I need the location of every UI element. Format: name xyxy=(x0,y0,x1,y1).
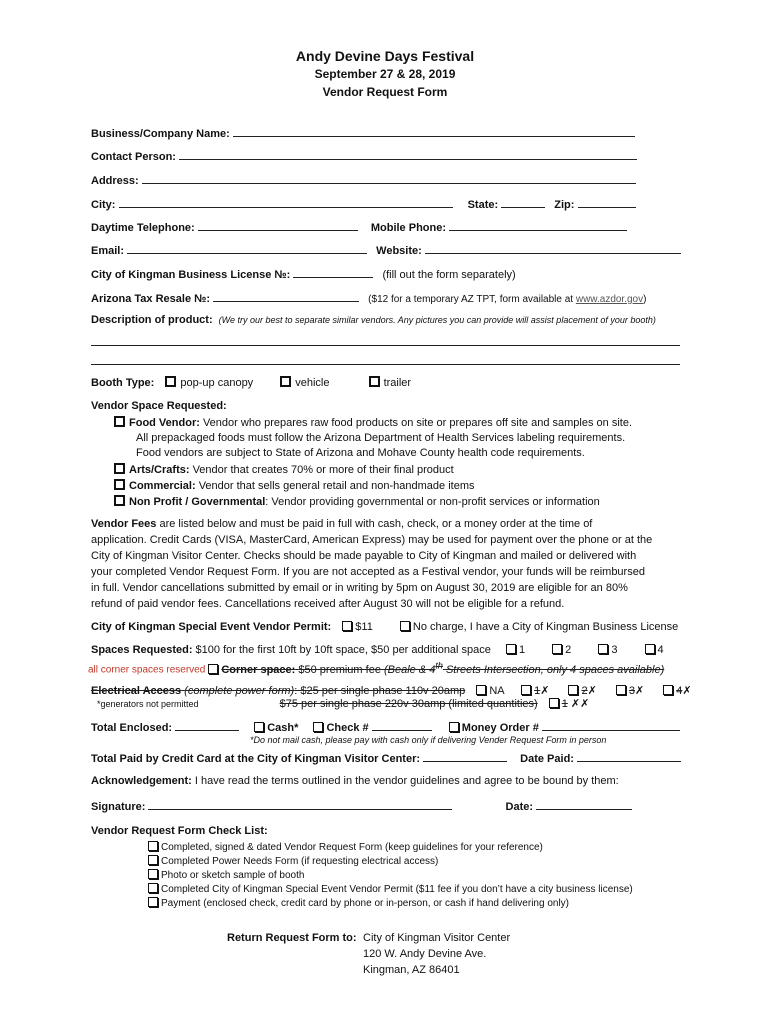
zip-label: Zip: xyxy=(554,199,575,211)
fees-line-6: refund of paid vendor fees. Cancellations received after August 30 will not be eligible for a refund. xyxy=(91,598,565,610)
description-line-1[interactable] xyxy=(91,345,680,346)
booth-option-trailer[interactable]: trailer xyxy=(369,377,412,389)
fees-line-5: in full. Vendor cancellations submitted by email or in writing by 5pm on August 30, 2019 are eligible for an 80% xyxy=(91,582,628,594)
electrical-option-na[interactable]: NA xyxy=(476,685,504,697)
cross-mark-icon: ✗ xyxy=(570,698,581,710)
check-option[interactable]: Check # xyxy=(313,722,368,734)
business-license-label: City of Kingman Business License №: xyxy=(91,269,291,281)
checkbox-icon[interactable] xyxy=(148,855,158,865)
tax-resale-field[interactable] xyxy=(213,290,359,302)
electrical-option-2[interactable]: 2✗ xyxy=(568,685,596,697)
money-order-field[interactable] xyxy=(542,719,680,731)
signature-date-field[interactable] xyxy=(536,798,632,810)
fees-line-4: your completed Vendor Request Form. If you are not accepted as a Festival vendor, your funds will be reimbursed xyxy=(91,566,645,578)
cross-mark-icon: ✗ xyxy=(635,685,645,697)
mobile-phone-field[interactable] xyxy=(449,219,627,231)
permit-row xyxy=(91,621,678,633)
permit-option-license[interactable]: No charge, I have a City of Kingman Business License xyxy=(400,621,678,633)
signature-label: Signature: xyxy=(91,801,146,813)
description-note: (We try our best to separate similar vendors. Any pictures you can provide will assist placement of your booth) xyxy=(218,315,656,325)
checklist-heading: Vendor Request Form Check List: xyxy=(91,825,268,837)
email-label: Email: xyxy=(91,245,125,257)
return-address-line-1: City of Kingman Visitor Center xyxy=(363,932,511,944)
contact-person-label: Contact Person: xyxy=(91,151,176,163)
credit-paid-label: Total Paid by Credit Card at the City of Kingman Visitor Center: xyxy=(91,753,421,765)
business-license-field[interactable] xyxy=(293,266,373,278)
spaces-option-4[interactable]: 4 xyxy=(645,644,664,656)
state-label: State: xyxy=(467,199,499,211)
checkbox-icon[interactable] xyxy=(148,897,158,907)
email-row xyxy=(91,242,681,257)
spaces-label: Spaces Requested: xyxy=(91,644,193,656)
description-row xyxy=(91,314,656,326)
electrical-220-option[interactable]: 1 ✗✗ xyxy=(549,698,590,710)
nonprofit-option[interactable]: Non Profit / Governmental: Vendor providing governmental or non-profit services or information xyxy=(114,495,600,508)
azdor-link[interactable]: www.azdor.gov xyxy=(575,294,644,305)
form-title: Andy Devine Days Festival xyxy=(295,48,475,64)
checkbox-icon[interactable] xyxy=(313,722,323,732)
checklist-item[interactable]: Completed Power Needs Form (if requesting electrical access) xyxy=(148,855,438,867)
checkbox-icon[interactable] xyxy=(114,463,125,474)
city-field[interactable] xyxy=(119,196,453,208)
festival-dates: September 27 & 28, 2019 xyxy=(314,67,456,81)
spaces-option-1[interactable]: 1 xyxy=(506,644,525,656)
cash-note: *Do not mail cash, please pay with cash only if delivering Vender Request Form in person xyxy=(250,735,607,745)
daytime-phone-label: Daytime Telephone: xyxy=(91,222,195,234)
checkbox-icon[interactable] xyxy=(114,479,125,490)
date-paid-label: Date Paid: xyxy=(520,753,574,765)
fees-line-2: application. Credit Cards (VISA, MasterCard, American Express) may be used for payment over the phone or at the xyxy=(91,534,653,546)
spaces-row xyxy=(91,644,664,656)
city-label: City: xyxy=(91,199,116,211)
fees-line-1: Vendor Fees are listed below and must be paid in full with cash, check, or a money order at the time of xyxy=(91,518,593,530)
booth-option-canopy[interactable]: pop-up canopy xyxy=(165,377,253,389)
checkbox-icon[interactable] xyxy=(645,644,655,654)
checklist-item[interactable]: Completed City of Kingman Special Event Vendor Permit ($11 fee if you don’t have a city business license) xyxy=(148,883,633,895)
return-address-line-3: Kingman, AZ 86401 xyxy=(363,964,460,976)
checkbox-icon[interactable] xyxy=(616,685,626,695)
mobile-phone-label: Mobile Phone: xyxy=(370,222,447,234)
address-row xyxy=(91,172,636,187)
credit-row xyxy=(91,750,681,765)
spaces-option-2[interactable]: 2 xyxy=(552,644,571,656)
checkbox-icon[interactable] xyxy=(568,685,578,695)
corner-reserved-note: all corner spaces reserved xyxy=(88,664,206,676)
checklist-item[interactable]: Completed, signed & dated Vendor Request Form (keep guidelines for your reference) xyxy=(148,841,543,853)
contact-person-field[interactable] xyxy=(179,148,637,160)
description-line-2[interactable] xyxy=(91,364,680,365)
return-label: Return Request Form to: xyxy=(227,932,357,944)
electrical-220-struck: $75 per single phase 220v 30amp (limited quantities) xyxy=(279,698,538,710)
electrical-row-2 xyxy=(97,697,589,710)
vendor-space-heading: Vendor Space Requested: xyxy=(91,400,227,412)
corner-space-row xyxy=(88,660,664,676)
total-enclosed-label: Total Enclosed: xyxy=(91,722,173,734)
electrical-option-1[interactable]: 1✗ xyxy=(521,685,549,697)
cash-option[interactable]: Cash* xyxy=(254,722,298,734)
spaces-option-3[interactable]: 3 xyxy=(598,644,617,656)
checklist-item[interactable]: Photo or sketch sample of booth xyxy=(148,869,304,881)
checkbox-icon[interactable] xyxy=(521,685,531,695)
checkbox-icon[interactable] xyxy=(280,376,291,387)
money-order-option[interactable]: Money Order # xyxy=(449,722,539,734)
checkbox-icon[interactable] xyxy=(114,416,125,427)
checkbox-icon[interactable] xyxy=(449,722,459,732)
city-row xyxy=(91,196,636,211)
electrical-row xyxy=(91,684,692,697)
arts-crafts-option[interactable]: Arts/Crafts: Vendor that creates 70% or more of their final product xyxy=(114,463,454,476)
checkbox-icon[interactable] xyxy=(369,376,380,387)
license-note: (fill out the form separately) xyxy=(382,269,516,281)
total-row xyxy=(91,719,680,734)
tax-row xyxy=(91,290,646,305)
checkbox-icon[interactable] xyxy=(663,685,673,695)
acknowledgement-row xyxy=(91,775,619,787)
business-name-row xyxy=(91,125,635,140)
food-vendor-text-3: Food vendors are subject to State of Arizona and Mohave County health code requirements. xyxy=(136,447,585,459)
corner-space-struck: Corner space: $50 premium fee (Beale & 4th Streets Intersection, only 4 spaces available) xyxy=(208,664,664,676)
email-field[interactable] xyxy=(127,242,367,254)
form-subtitle: Vendor Request Form xyxy=(322,85,448,99)
electrical-option-4[interactable]: 4✗ xyxy=(663,685,691,697)
signature-field[interactable] xyxy=(148,798,452,810)
checkbox-icon[interactable] xyxy=(148,869,158,879)
check-number-field[interactable] xyxy=(372,719,432,731)
signature-date-label: Date: xyxy=(505,801,534,813)
address-label: Address: xyxy=(91,175,139,187)
acknowledgement-text: I have read the terms outlined in the vendor guidelines and agree to be bound by them: xyxy=(191,775,619,787)
tax-resale-label: Arizona Tax Resale №: xyxy=(91,293,211,305)
generator-note: *generators not permitted xyxy=(97,699,199,709)
tax-note: ($12 for a temporary AZ TPT, form available at xyxy=(368,294,576,305)
booth-type-row xyxy=(91,376,411,389)
booth-option-vehicle[interactable]: vehicle xyxy=(280,377,329,389)
cross-mark-icon: ✗ xyxy=(682,685,692,697)
checkbox-icon[interactable] xyxy=(208,664,218,674)
acknowledgement-label: Acknowledgement: xyxy=(91,775,192,787)
checkbox-icon[interactable] xyxy=(549,698,559,708)
spaces-text: $100 for the first 10ft by 10ft space, $50 per additional space xyxy=(195,644,491,656)
checkbox-icon[interactable] xyxy=(165,376,176,387)
electrical-struck: Electrical Access (complete power form): $25 per single phase 110v 20amp xyxy=(91,685,466,697)
website-field[interactable] xyxy=(425,242,681,254)
checkbox-icon[interactable] xyxy=(148,883,158,893)
date-paid-field[interactable] xyxy=(577,750,681,762)
daytime-phone-field[interactable] xyxy=(198,219,358,231)
checkbox-icon[interactable] xyxy=(342,621,352,631)
contact-person-row xyxy=(91,148,637,163)
checkbox-icon[interactable] xyxy=(476,685,486,695)
food-vendor-option[interactable]: Food Vendor: Vendor who prepares raw food products on site or prepares off site and samples on site. xyxy=(114,416,632,429)
license-row xyxy=(91,266,516,281)
fees-line-3: City of Kingman Visitor Center. Checks should be made payable to City of Kingman and mailed or delivered with xyxy=(91,550,637,562)
credit-paid-field[interactable] xyxy=(423,750,507,762)
return-address-line-2: 120 W. Andy Devine Ave. xyxy=(363,948,487,960)
booth-type-label: Booth Type: xyxy=(91,377,155,389)
description-label: Description of product: xyxy=(91,314,213,326)
checklist-item[interactable]: Payment (enclosed check, credit card by phone or in-person, or cash if hand delivering only) xyxy=(148,897,569,909)
signature-row xyxy=(91,798,632,813)
checkbox-icon[interactable] xyxy=(506,644,516,654)
zip-field[interactable] xyxy=(578,196,636,208)
business-name-label: Business/Company Name: xyxy=(91,128,230,140)
phone-row xyxy=(91,219,627,234)
commercial-option[interactable]: Commercial: Vendor that sells general retail and non-handmade items xyxy=(114,479,475,492)
checkbox-icon[interactable] xyxy=(254,722,264,732)
cross-mark-icon: ✗ xyxy=(587,685,597,697)
electrical-option-3[interactable]: 3✗ xyxy=(616,685,644,697)
food-vendor-text-2: All prepackaged foods must follow the Arizona Department of Health Services labeling requirements. xyxy=(136,432,626,444)
cross-mark-icon: ✗ xyxy=(540,685,550,697)
business-name-field[interactable] xyxy=(233,125,635,137)
permit-label: City of Kingman Special Event Vendor Permit: xyxy=(91,621,332,633)
tax-note-end: ) xyxy=(643,294,647,305)
website-label: Website: xyxy=(376,245,422,257)
checkbox-icon[interactable] xyxy=(148,841,158,851)
checkbox-icon[interactable] xyxy=(598,644,608,654)
address-field[interactable] xyxy=(142,172,636,184)
permit-option-fee[interactable]: $11 xyxy=(342,621,373,633)
checkbox-icon[interactable] xyxy=(400,621,410,631)
cross-mark-icon: ✗ xyxy=(580,698,590,710)
total-enclosed-field[interactable] xyxy=(175,719,239,731)
checkbox-icon[interactable] xyxy=(114,495,125,506)
state-field[interactable] xyxy=(501,196,545,208)
checkbox-icon[interactable] xyxy=(552,644,562,654)
